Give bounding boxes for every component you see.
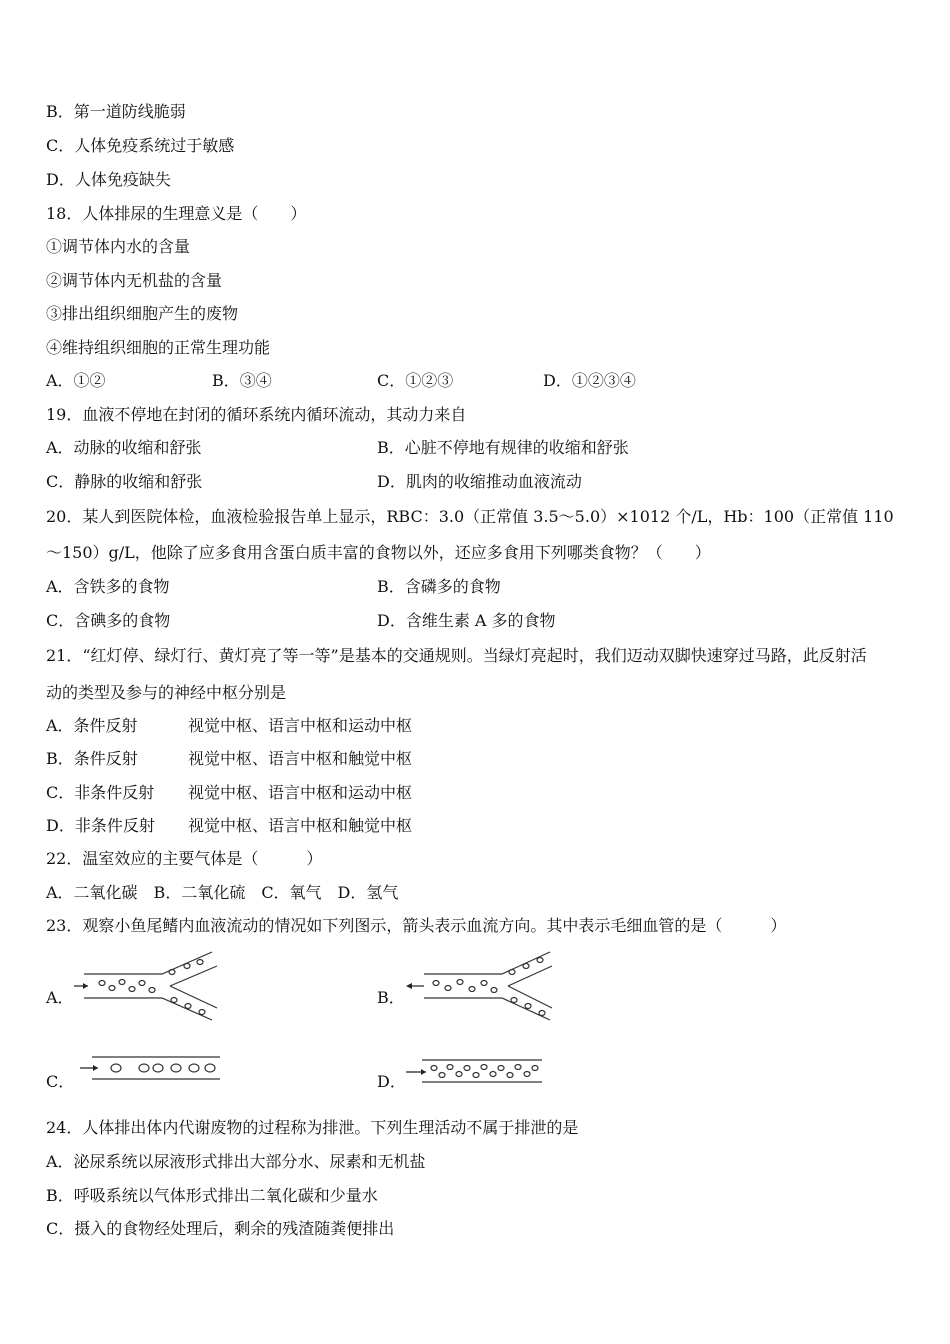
q21-option-a-text: 视觉中枢、语言中枢和运动中枢 bbox=[188, 716, 413, 735]
q19-stem: 19．血液不停地在封闭的循环系统内循环流动，其动力来自 bbox=[46, 405, 467, 424]
q18-option-a: A．①② bbox=[46, 371, 106, 390]
q21-option-c-text: 视觉中枢、语言中枢和运动中枢 bbox=[188, 783, 413, 802]
q23-option-c: C． bbox=[46, 1072, 75, 1091]
q20-stem-line1: 20．某人到医院体检，血液检验报告单上显示，RBC：3.0（正常值 3.5～5.0）×1012 个/L，Hb：100（正常值 110 bbox=[46, 507, 894, 526]
q20-option-c: C．含碘多的食物 bbox=[46, 611, 171, 630]
q18-item-3: ③排出组织细胞产生的废物 bbox=[46, 304, 239, 323]
q21-option-d-label: D．非条件反射 bbox=[46, 816, 155, 835]
q24-option-b: B．呼吸系统以气体形式排出二氧化碳和少量水 bbox=[46, 1186, 378, 1205]
q23-figure-b bbox=[404, 950, 554, 1024]
q20-option-b: B．含磷多的食物 bbox=[377, 577, 501, 596]
q19-option-d: D．肌肉的收缩推动血液流动 bbox=[377, 472, 582, 491]
q18-option-c: C．①②③ bbox=[377, 371, 454, 390]
q21-option-b-text: 视觉中枢、语言中枢和触觉中枢 bbox=[188, 749, 413, 768]
q23-stem: 23．观察小鱼尾鳍内血液流动的情况如下列图示，箭头表示血流方向。其中表示毛细血管的是（ ） bbox=[46, 916, 787, 935]
q19-option-a: A．动脉的收缩和舒张 bbox=[46, 438, 202, 457]
q21-option-a-label: A．条件反射 bbox=[46, 716, 138, 735]
q23-option-a: A． bbox=[46, 988, 74, 1007]
q24-stem: 24．人体排出体内代谢废物的过程称为排泄。下列生理活动不属于排泄的是 bbox=[46, 1118, 579, 1137]
q17-option-c: C．人体免疫系统过于敏感 bbox=[46, 136, 235, 155]
q21-option-d-text: 视觉中枢、语言中枢和触觉中枢 bbox=[188, 816, 413, 835]
q21-stem-line2: 动的类型及参与的神经中枢分别是 bbox=[46, 683, 287, 702]
q23-option-d: D． bbox=[377, 1072, 406, 1091]
q19-option-c: C．静脉的收缩和舒张 bbox=[46, 472, 203, 491]
q18-option-d: D．①②③④ bbox=[543, 371, 636, 390]
q24-option-a: A．泌尿系统以尿液形式排出大部分水、尿素和无机盐 bbox=[46, 1152, 426, 1171]
q23-figure-a bbox=[72, 950, 222, 1024]
q24-option-c: C．摄入的食物经处理后，剩余的残渣随粪便排出 bbox=[46, 1219, 395, 1238]
q21-option-c-label: C．非条件反射 bbox=[46, 783, 155, 802]
q19-option-b: B．心脏不停地有规律的收缩和舒张 bbox=[377, 438, 629, 457]
q20-option-a: A．含铁多的食物 bbox=[46, 577, 170, 596]
q20-option-d: D．含维生素 A 多的食物 bbox=[377, 611, 556, 630]
q23-option-b: B． bbox=[377, 988, 405, 1007]
q22-options: A．二氧化碳 B．二氧化硫 C．氧气 D．氢气 bbox=[46, 883, 399, 902]
q21-stem-line1: 21．“红灯停、绿灯行、黄灯亮了等一等”是基本的交通规则。当绿灯亮起时，我们迈动双脚快速穿过马路，此反射活 bbox=[46, 646, 867, 665]
q23-figure-d bbox=[404, 1056, 546, 1086]
q21-option-b-label: B．条件反射 bbox=[46, 749, 138, 768]
q20-stem-line2: ～150）g/L，他除了应多食用含蛋白质丰富的食物以外，还应多食用下列哪类食物？（ ） bbox=[46, 543, 711, 562]
q18-item-1: ①调节体内水的含量 bbox=[46, 237, 191, 256]
q18-item-2: ②调节体内无机盐的含量 bbox=[46, 271, 223, 290]
q17-option-b: B．第一道防线脆弱 bbox=[46, 102, 186, 121]
q17-option-d: D．人体免疫缺失 bbox=[46, 170, 171, 189]
q18-item-4: ④维持组织细胞的正常生理功能 bbox=[46, 338, 271, 357]
q23-figure-c bbox=[76, 1054, 222, 1082]
q18-stem: 18．人体排尿的生理意义是（ ） bbox=[46, 204, 307, 223]
q22-stem: 22．温室效应的主要气体是（ ） bbox=[46, 849, 323, 868]
q18-option-b: B．③④ bbox=[212, 371, 272, 390]
